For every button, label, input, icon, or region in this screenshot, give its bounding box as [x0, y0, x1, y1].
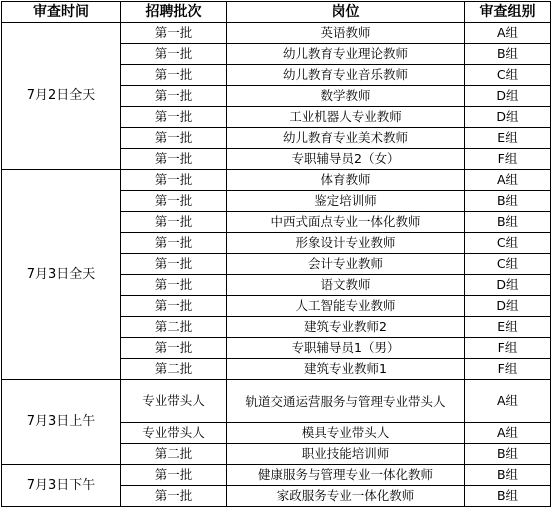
batch-cell: 第一批	[121, 65, 227, 86]
post-cell: 建筑专业教师2	[227, 317, 465, 338]
group-cell: F组	[465, 149, 551, 170]
group-cell: A组	[465, 23, 551, 44]
post-cell: 幼儿教育专业美术教师	[227, 128, 465, 149]
post-cell: 专职辅导员1（男）	[227, 338, 465, 359]
post-cell: 会计专业教师	[227, 254, 465, 275]
post-cell: 工业机器人专业教师	[227, 107, 465, 128]
group-cell: B组	[465, 486, 551, 507]
batch-cell: 第一批	[121, 170, 227, 191]
post-cell: 体育教师	[227, 170, 465, 191]
group-cell: C组	[465, 254, 551, 275]
batch-cell: 专业带头人	[121, 423, 227, 444]
group-cell: F组	[465, 338, 551, 359]
batch-cell: 第一批	[121, 44, 227, 65]
table-row	[2, 465, 551, 486]
group-cell: D组	[465, 275, 551, 296]
group-cell: B组	[465, 44, 551, 65]
batch-cell: 第一批	[121, 86, 227, 107]
batch-cell: 第一批	[121, 486, 227, 507]
post-cell: 语文教师	[227, 275, 465, 296]
post-cell: 轨道交通运营服务与管理专业带头人	[227, 380, 465, 423]
group-cell: B组	[465, 465, 551, 486]
header-row	[2, 2, 551, 23]
batch-cell: 第一批	[121, 191, 227, 212]
post-cell: 模具专业带头人	[227, 423, 465, 444]
post-cell: 中西式面点专业一体化教师	[227, 212, 465, 233]
table-header	[2, 2, 551, 23]
review-schedule-table	[1, 1, 551, 507]
table-body	[2, 23, 551, 507]
post-cell: 幼儿教育专业音乐教师	[227, 65, 465, 86]
review-date-cell: 7月3日全天	[2, 170, 121, 380]
group-cell: B组	[465, 212, 551, 233]
post-cell: 职业技能培训师	[227, 444, 465, 465]
batch-cell: 第一批	[121, 296, 227, 317]
header-batch: 招聘批次	[121, 2, 227, 23]
header-review-time: 审查时间	[2, 2, 121, 23]
batch-cell: 第一批	[121, 128, 227, 149]
header-group: 审查组别	[465, 2, 551, 23]
group-cell: B组	[465, 444, 551, 465]
review-date-cell: 7月3日下午	[2, 465, 121, 507]
post-cell: 幼儿教育专业理论教师	[227, 44, 465, 65]
header-post: 岗位	[227, 2, 465, 23]
group-cell: D组	[465, 296, 551, 317]
review-date-cell: 7月2日全天	[2, 23, 121, 170]
group-cell: E组	[465, 317, 551, 338]
batch-cell: 第一批	[121, 23, 227, 44]
group-cell: D组	[465, 86, 551, 107]
group-cell: A组	[465, 423, 551, 444]
batch-cell: 第一批	[121, 275, 227, 296]
post-cell: 健康服务与管理专业一体化教师	[227, 465, 465, 486]
group-cell: B组	[465, 191, 551, 212]
batch-cell: 专业带头人	[121, 380, 227, 423]
batch-cell: 第二批	[121, 359, 227, 380]
group-cell: D组	[465, 107, 551, 128]
table-row	[2, 23, 551, 44]
post-cell: 数学教师	[227, 86, 465, 107]
table-row	[2, 380, 551, 423]
group-cell: E组	[465, 128, 551, 149]
batch-cell: 第一批	[121, 254, 227, 275]
batch-cell: 第二批	[121, 317, 227, 338]
post-cell: 鉴定培训师	[227, 191, 465, 212]
batch-cell: 第一批	[121, 233, 227, 254]
post-cell: 家政服务专业一体化教师	[227, 486, 465, 507]
post-cell: 建筑专业教师1	[227, 359, 465, 380]
group-cell: A组	[465, 170, 551, 191]
group-cell: C组	[465, 65, 551, 86]
batch-cell: 第一批	[121, 107, 227, 128]
review-date-cell: 7月3日上午	[2, 380, 121, 465]
batch-cell: 第一批	[121, 465, 227, 486]
group-cell: C组	[465, 233, 551, 254]
batch-cell: 第一批	[121, 149, 227, 170]
group-cell: A组	[465, 380, 551, 423]
post-cell: 英语教师	[227, 23, 465, 44]
group-cell: F组	[465, 359, 551, 380]
batch-cell: 第一批	[121, 212, 227, 233]
batch-cell: 第一批	[121, 338, 227, 359]
table-row	[2, 170, 551, 191]
post-cell: 形象设计专业教师	[227, 233, 465, 254]
post-cell: 专职辅导员2（女）	[227, 149, 465, 170]
post-cell: 人工智能专业教师	[227, 296, 465, 317]
batch-cell: 第二批	[121, 444, 227, 465]
